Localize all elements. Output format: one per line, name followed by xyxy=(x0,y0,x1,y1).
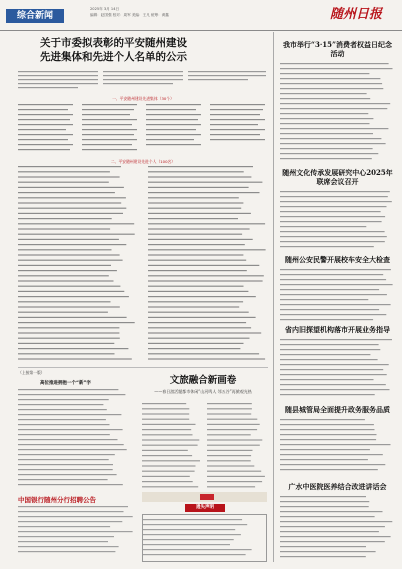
text-line xyxy=(280,439,376,440)
text-line xyxy=(280,143,386,144)
text-line xyxy=(148,291,248,292)
text-line xyxy=(18,516,133,517)
right-article-2 xyxy=(280,190,395,250)
text-line xyxy=(280,153,378,154)
text-line xyxy=(18,521,122,522)
issue-editors: 编辑：赵国强 校对：周军 美编：王凡 统筹：黄鑫 xyxy=(90,13,169,17)
right-headline-4: 省内旧探望机构落市开展业务指导 xyxy=(285,325,390,334)
text-line xyxy=(142,403,186,404)
text-line xyxy=(280,501,369,502)
text-line xyxy=(142,434,193,435)
text-line xyxy=(280,454,383,455)
text-line xyxy=(280,68,393,69)
right-article-5 xyxy=(280,418,395,473)
text-line xyxy=(148,358,265,359)
text-line xyxy=(18,409,107,410)
text-line xyxy=(207,486,255,487)
text-line xyxy=(207,460,251,461)
right-headline-5: 随县城管局全面提升政务服务品质 xyxy=(285,405,390,414)
text-line xyxy=(207,403,252,404)
text-line xyxy=(143,554,246,555)
text-line xyxy=(18,541,108,542)
text-line xyxy=(18,312,108,313)
text-line xyxy=(148,182,262,183)
text-line xyxy=(280,206,387,207)
text-line xyxy=(148,348,240,349)
text-line xyxy=(280,274,383,275)
text-line xyxy=(280,231,385,232)
text-line xyxy=(18,394,125,395)
text-line xyxy=(143,534,241,535)
text-line xyxy=(280,226,366,227)
text-line xyxy=(142,419,189,420)
text-line xyxy=(18,197,126,198)
text-line xyxy=(18,208,126,209)
text-line xyxy=(280,108,387,109)
text-line xyxy=(18,474,117,475)
text-line xyxy=(280,191,390,192)
article-subhead: 高位推进拥抱一个“新”字 xyxy=(40,381,91,386)
text-line xyxy=(18,399,109,400)
continued-label: （上接第一版） xyxy=(18,370,45,375)
text-line xyxy=(148,301,243,302)
text-line xyxy=(18,322,135,323)
text-line xyxy=(280,138,381,139)
text-line xyxy=(280,349,380,350)
text-line xyxy=(148,306,239,307)
text-line xyxy=(280,449,370,450)
text-line xyxy=(18,218,112,219)
feature-column-2 xyxy=(207,402,267,492)
issue-date: 2025年 3月 14日 xyxy=(90,7,120,11)
text-line xyxy=(142,429,191,430)
ad-strip-logo xyxy=(200,494,214,500)
text-line xyxy=(18,192,115,193)
text-line xyxy=(280,309,379,310)
text-line xyxy=(148,197,239,198)
text-line xyxy=(280,364,389,365)
recruitment-ad-title: 中国银行随州分行招聘公告 xyxy=(18,496,96,504)
text-line xyxy=(142,439,199,440)
intro-paragraph xyxy=(18,70,268,94)
text-line xyxy=(18,332,119,333)
text-line xyxy=(148,239,253,240)
text-line xyxy=(280,158,372,159)
text-line xyxy=(148,171,244,172)
text-line xyxy=(207,419,257,420)
right-headline-6: 广水中医院医养结合改进讲话会 xyxy=(288,482,387,491)
text-line xyxy=(18,536,114,537)
text-line xyxy=(18,429,123,430)
text-line xyxy=(280,118,373,119)
text-line xyxy=(18,338,120,339)
text-line xyxy=(143,524,247,525)
text-line xyxy=(18,234,135,235)
text-line xyxy=(207,434,251,435)
text-line xyxy=(143,539,234,540)
text-line xyxy=(18,317,127,318)
text-line xyxy=(280,469,378,470)
text-line xyxy=(148,202,243,203)
text-line xyxy=(207,408,252,409)
text-line xyxy=(18,249,112,250)
text-line xyxy=(18,459,109,460)
right-article-1 xyxy=(280,62,395,162)
text-line xyxy=(148,254,243,255)
text-line xyxy=(280,284,393,285)
text-line xyxy=(143,549,252,550)
text-line xyxy=(280,269,391,270)
text-line xyxy=(280,464,385,465)
text-line xyxy=(148,312,249,313)
text-line xyxy=(280,379,374,380)
text-line xyxy=(18,414,121,415)
text-line xyxy=(280,279,386,280)
text-line xyxy=(280,369,383,370)
text-line xyxy=(142,424,196,425)
text-line xyxy=(142,465,196,466)
text-line xyxy=(18,228,110,229)
text-line xyxy=(142,460,200,461)
text-line xyxy=(280,394,375,395)
text-line xyxy=(280,128,388,129)
text-line xyxy=(18,479,108,480)
text-line xyxy=(18,280,114,281)
text-line xyxy=(18,301,111,302)
text-line xyxy=(148,343,244,344)
text-line xyxy=(280,319,373,320)
issue-meta xyxy=(90,6,220,18)
text-line xyxy=(207,455,251,456)
text-line xyxy=(280,374,387,375)
text-line xyxy=(18,531,133,532)
right-headline-2: 随州文化传承发展研究中心2025年联席会议召开 xyxy=(282,168,393,186)
text-line xyxy=(18,511,124,512)
text-line xyxy=(18,260,123,261)
individual-awards-list xyxy=(18,165,268,365)
text-line xyxy=(280,424,374,425)
text-line xyxy=(280,556,366,557)
text-line xyxy=(280,511,383,512)
text-line xyxy=(148,338,250,339)
text-line xyxy=(280,339,392,340)
text-line xyxy=(148,166,253,167)
text-line xyxy=(18,506,128,507)
text-line xyxy=(280,459,368,460)
text-line xyxy=(148,213,251,214)
text-line xyxy=(280,526,385,527)
text-line xyxy=(148,317,256,318)
feature-subhead: ——春日游活题都市休闲“山河鸣人 邻五谷”再掀观光热 xyxy=(154,389,252,394)
text-line xyxy=(148,249,266,250)
text-line xyxy=(18,213,123,214)
text-line xyxy=(18,176,120,177)
text-line xyxy=(148,353,259,354)
text-line xyxy=(18,546,119,547)
text-line xyxy=(280,73,369,74)
text-line xyxy=(207,445,260,446)
text-line xyxy=(143,529,235,530)
text-line xyxy=(18,291,124,292)
text-line xyxy=(18,327,119,328)
text-line xyxy=(207,413,251,414)
text-line xyxy=(18,343,114,344)
text-line xyxy=(207,429,257,430)
right-article-3 xyxy=(280,268,395,323)
text-line xyxy=(280,299,368,300)
recruitment-ad-body xyxy=(18,505,138,560)
text-line xyxy=(280,419,365,420)
text-line xyxy=(280,201,392,202)
text-line xyxy=(280,196,388,197)
collective-awards-list xyxy=(18,102,268,156)
text-line xyxy=(148,332,261,333)
text-line xyxy=(18,449,127,450)
text-line xyxy=(18,296,129,297)
text-line xyxy=(148,192,260,193)
text-line xyxy=(148,187,249,188)
text-line xyxy=(142,450,188,451)
text-line xyxy=(280,359,378,360)
text-line xyxy=(18,286,120,287)
text-line xyxy=(18,353,115,354)
text-line xyxy=(142,486,198,487)
text-line xyxy=(207,424,260,425)
text-line xyxy=(18,348,128,349)
text-line xyxy=(280,236,387,237)
column-divider xyxy=(273,32,274,562)
text-line xyxy=(148,327,251,328)
text-line xyxy=(18,389,118,390)
text-line xyxy=(280,103,390,104)
text-line xyxy=(280,93,367,94)
headline-line-2: 先进集体和先进个人名单的公示 xyxy=(40,51,187,63)
text-line xyxy=(280,241,385,242)
text-line xyxy=(143,519,242,520)
text-line xyxy=(280,83,382,84)
text-line xyxy=(280,496,366,497)
text-line xyxy=(18,551,115,552)
page-header xyxy=(0,0,402,31)
text-line xyxy=(18,239,119,240)
text-line xyxy=(148,280,263,281)
text-line xyxy=(18,275,109,276)
text-line xyxy=(280,344,379,345)
text-line xyxy=(18,444,124,445)
right-headline-1: 我市举行“3·15”消费者权益日纪念活动 xyxy=(282,40,393,58)
section-tag: 综合新闻 xyxy=(6,9,64,23)
list2-title: 二、平安随州建设先进个人（100名） xyxy=(110,159,176,164)
text-line xyxy=(18,424,110,425)
text-line xyxy=(148,286,244,287)
text-line xyxy=(18,182,109,183)
text-line xyxy=(18,434,110,435)
text-line xyxy=(207,439,262,440)
text-line xyxy=(280,98,370,99)
text-line xyxy=(207,481,262,482)
text-line xyxy=(280,289,379,290)
text-line xyxy=(280,551,376,552)
article-body-left xyxy=(18,388,130,492)
text-line xyxy=(280,246,374,247)
text-line xyxy=(280,88,383,89)
text-line xyxy=(18,464,113,465)
notice-ad-title: 遗失声明 xyxy=(185,504,225,512)
text-line xyxy=(18,526,110,527)
right-article-6 xyxy=(280,495,395,560)
text-line xyxy=(18,171,110,172)
text-line xyxy=(207,471,261,472)
text-line xyxy=(18,166,121,167)
feature-headline: 文旅融合新画卷 xyxy=(169,375,237,386)
text-line xyxy=(18,469,113,470)
text-line xyxy=(143,544,230,545)
text-line xyxy=(18,265,111,266)
text-line xyxy=(280,314,386,315)
headline-line-1: 关于市委拟表彰的平安随州建设 xyxy=(40,37,187,49)
text-line xyxy=(18,358,132,359)
text-line xyxy=(142,413,189,414)
text-line xyxy=(280,63,389,64)
newspaper-logo: 随州日报 xyxy=(330,7,383,22)
text-line xyxy=(280,521,392,522)
text-line xyxy=(280,444,391,445)
text-line xyxy=(148,260,246,261)
text-line xyxy=(148,228,250,229)
text-line xyxy=(142,445,198,446)
text-line xyxy=(280,541,385,542)
text-line xyxy=(18,187,124,188)
text-line xyxy=(18,419,106,420)
text-line xyxy=(18,439,118,440)
text-line xyxy=(142,455,192,456)
text-line xyxy=(207,465,254,466)
text-line xyxy=(18,244,126,245)
text-line xyxy=(18,404,103,405)
text-line xyxy=(142,481,193,482)
text-line xyxy=(280,506,369,507)
main-headline xyxy=(40,36,250,64)
text-line xyxy=(280,429,375,430)
text-line xyxy=(207,450,253,451)
text-line xyxy=(280,113,368,114)
text-line xyxy=(148,296,256,297)
text-line xyxy=(142,471,195,472)
section-divider xyxy=(18,367,268,368)
right-headline-3: 随州公安民警开展校车安全大检查 xyxy=(285,255,390,264)
text-line xyxy=(18,484,123,485)
text-line xyxy=(148,270,247,271)
text-line xyxy=(280,133,373,134)
feature-column-1 xyxy=(142,402,202,492)
text-line xyxy=(280,294,387,295)
text-line xyxy=(280,304,391,305)
right-article-4 xyxy=(280,338,395,400)
text-line xyxy=(280,221,382,222)
text-line xyxy=(280,536,391,537)
text-line xyxy=(280,546,366,547)
text-line xyxy=(148,176,251,177)
text-line xyxy=(148,223,265,224)
text-line xyxy=(280,216,385,217)
text-line xyxy=(18,223,134,224)
text-line xyxy=(280,516,375,517)
text-line xyxy=(280,531,379,532)
text-line xyxy=(18,270,117,271)
text-line xyxy=(148,234,242,235)
text-line xyxy=(280,123,370,124)
text-line xyxy=(18,202,121,203)
text-line xyxy=(142,476,190,477)
notice-ad-body xyxy=(142,514,267,562)
text-line xyxy=(280,78,380,79)
text-line xyxy=(148,265,259,266)
text-line xyxy=(18,306,120,307)
text-line xyxy=(18,454,115,455)
text-line xyxy=(280,434,377,435)
text-line xyxy=(142,408,189,409)
text-line xyxy=(207,476,265,477)
text-line xyxy=(148,322,246,323)
text-line xyxy=(280,148,373,149)
text-line xyxy=(148,218,238,219)
list1-title: 一、平安随州建设先进集体（30个） xyxy=(112,96,174,101)
text-line xyxy=(148,275,264,276)
text-line xyxy=(280,354,370,355)
text-line xyxy=(18,254,120,255)
text-line xyxy=(280,384,386,385)
text-line xyxy=(280,211,381,212)
text-line xyxy=(148,244,245,245)
text-line xyxy=(148,208,241,209)
text-line xyxy=(280,389,390,390)
